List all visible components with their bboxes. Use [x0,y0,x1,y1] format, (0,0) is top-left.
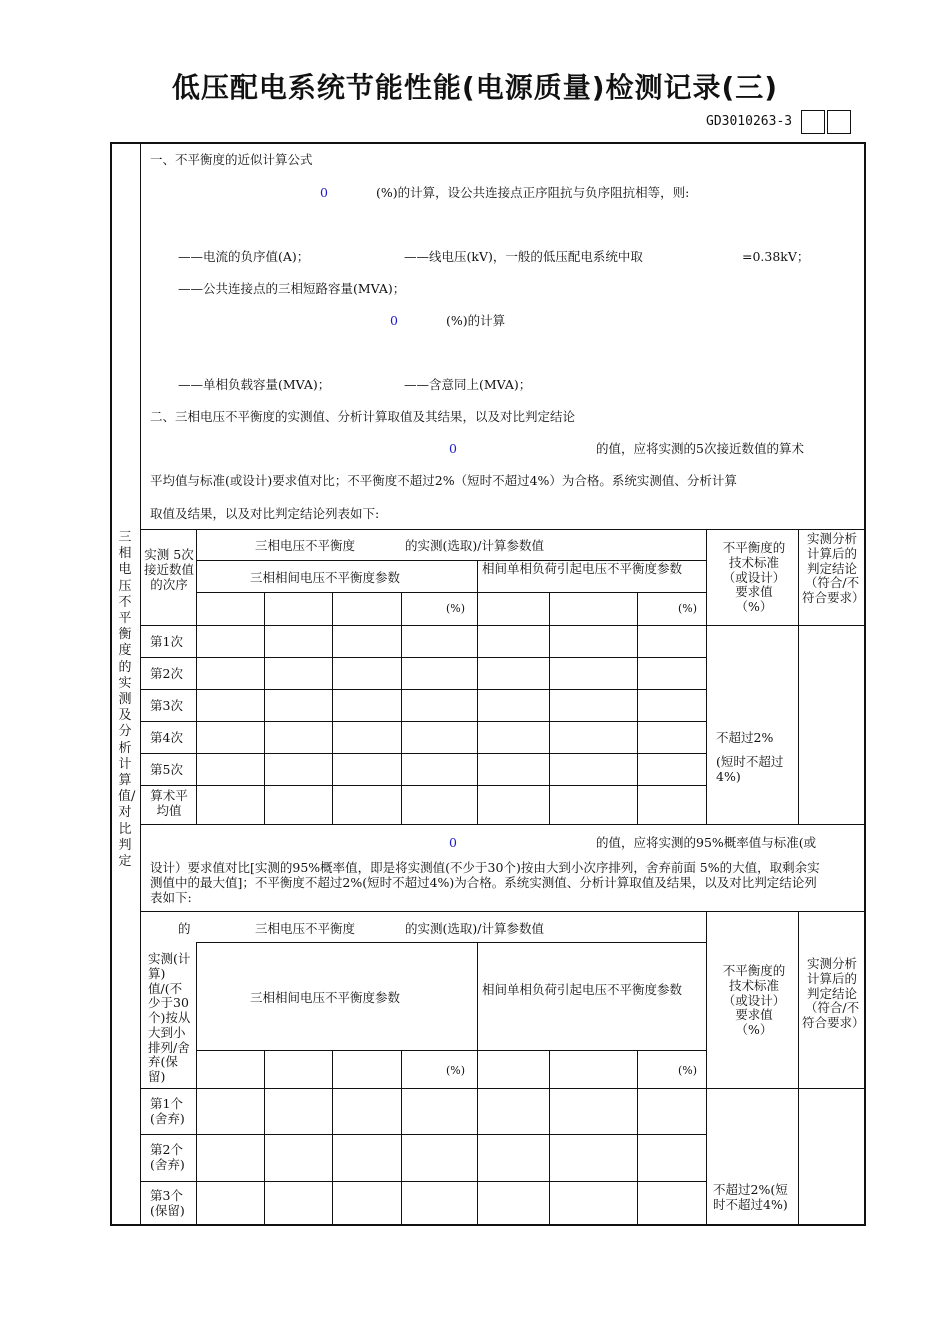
side-label: 三相电压不平衡度的实测及分析计算值/对比判定 [118,530,136,870]
section3-value: 0 [449,835,457,850]
table1-result-header: 实测分析计算后的判定结论（符合/不符合要求） [802,531,865,605]
table1-row-5: 第5次 [150,762,183,777]
table2-row-2: 第2个(舍弃) [150,1142,185,1172]
section3-line1: 的值，应将实测的95%概率值与标准(或 [596,835,817,850]
formula2-value: 0 [390,313,398,328]
table1-row-1: 第1次 [150,634,183,649]
table1-std-header: 不平衡度的技术标准（或设计）要求值（%） [722,540,786,614]
formula1-text: (%)的计算，设公共连接点正序阻抗与负序阻抗相等，则: [376,185,690,200]
formula2-text: (%)的计算 [446,313,506,328]
section2-line1: 的值，应将实测的5次接近数值的算术 [596,441,804,456]
table2-row-3: 第3个(保留) [150,1188,185,1218]
table2-std-value: 不超过2%(短时不超过4%) [713,1182,788,1212]
table2-sub-b: 相间单相负荷引起电压不平衡度参数 [482,982,683,997]
table1-sub-b: 相间单相负荷引起电压不平衡度参数 [482,561,683,576]
table1-group-header-b: 的实测(选取)/计算参数值 [405,538,544,553]
form-frame [110,142,866,1226]
def-same: ——含意同上(MVA)； [404,377,532,392]
table2-group-header-b: 的实测(选取)/计算参数值 [405,921,544,936]
section2-value: 0 [449,441,457,456]
table2-unit-a: (%) [446,1064,466,1077]
table1-sub-a: 三相相间电压不平衡度参数 [250,570,401,585]
form-code: GD3010263-3 [706,114,793,129]
table1-group-header-a: 三相电压不平衡度 [255,538,356,553]
section3-paragraph: 设计）要求值对比[实测的95%概率值，即是将实测值(不少于30个)按由大到小次序排列，舍弃前面 5%的大值，取剩余实测值中的最大值]；不平衡度不超过2%(短时不超过4%)为合格。系统实测值、分析计算取值及结果，以及对比判定结论列表如下: [150,860,820,905]
table1-std-value2: (短时不超过4%) [716,754,784,784]
table2-row-1: 第1个(舍弃) [150,1096,185,1126]
table1-row-4: 第4次 [150,730,183,745]
side-column-divider [140,143,141,1225]
page-title: 低压配电系统节能性能(电源质量)检测记录(三) [171,71,779,104]
def-capacity: ——公共连接点的三相短路容量(MVA)； [178,281,406,296]
table1-row-3: 第3次 [150,698,183,713]
table1-row-header: 实测 5次接近数值的次序 [144,547,195,592]
checkbox-1[interactable] [801,110,825,134]
table2-row-header: 实测(计算)值/(不少于30个)按从大到小排列/舍弃(保留) [148,951,191,1084]
formula1-value: 0 [320,185,328,200]
section2-line2: 平均值与标准(或设计)要求值对比；不平衡度不超过2%（短时不超过4%）为合格。系统实测值、分析计算 [150,473,737,488]
def-voltage-value: =0.38kV； [742,249,810,264]
table1-row-2: 第2次 [150,666,183,681]
section2-heading: 二、三相电压不平衡度的实测值、分析计算取值及其结果，以及对比判定结论 [150,409,576,424]
table1-std-value: 不超过2% [716,730,774,745]
table1-unit-a: (%) [446,602,466,615]
table2-result-header: 实测分析计算后的判定结论（符合/不符合要求） [802,956,865,1030]
table2-sub-a: 三相相间电压不平衡度参数 [250,990,401,1005]
def-load: ——单相负载容量(MVA)； [178,377,331,392]
def-voltage: ——线电压(kV)，一般的低压配电系统中取 [404,249,643,264]
def-current: ——电流的负序值(A)； [178,249,310,264]
table2-std-header: 不平衡度的技术标准（或设计）要求值（%） [722,963,786,1037]
section1-heading: 一、不平衡度的近似计算公式 [150,152,313,167]
table2-unit-b: (%) [678,1064,698,1077]
table1-unit-b: (%) [678,602,698,615]
table1-row-avg: 算术平均值 [150,788,188,818]
table2-corner-top: 的 [178,921,191,936]
checkbox-2[interactable] [827,110,851,134]
section2-line3: 取值及结果，以及对比判定结论列表如下: [150,506,380,521]
table2-group-header-a: 三相电压不平衡度 [255,921,356,936]
